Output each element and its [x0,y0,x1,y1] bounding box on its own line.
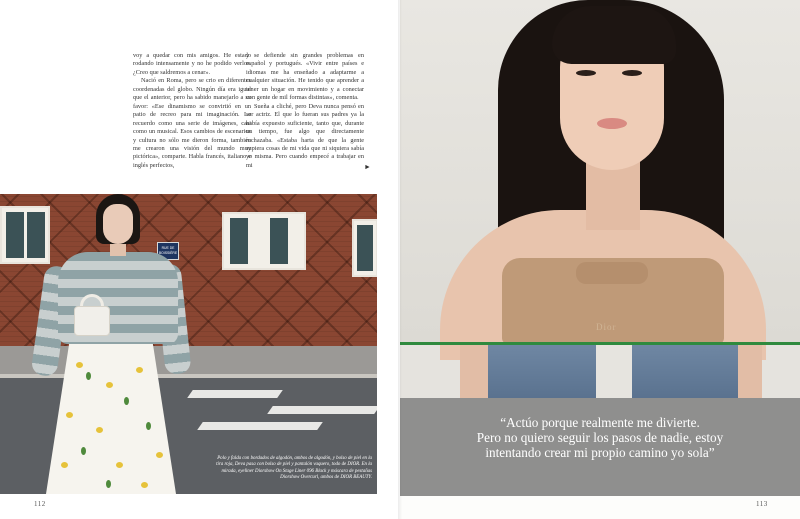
jeans-gap [596,345,632,398]
bow-detail [576,262,648,284]
crosswalk-stripe [267,406,377,414]
spine-gutter [398,0,402,519]
continue-arrow-icon: ► [364,163,371,171]
model-lips [597,118,627,129]
window [352,219,377,277]
floral-skirt [46,342,176,494]
article-column-2 [246,52,364,170]
handbag [74,306,110,336]
pull-quote-line: “Actúo porque realmente me divierte. [500,415,700,430]
window [222,212,306,270]
accent-line [400,342,800,345]
article-paragraph: Nació en Roma, pero se crio en diferentes coordenadas del globo. Ningún día era igual que el anterior, pero ha sabido manejarlo a su favor: «Ese dinamismo se convirtió en un patio de recreo para mi imaginación. Lo recuerdo como una serie de imágenes, casi como un musical. Esos cambios de escenarios y cultura no sólo me dieron forma, también me crearon una visión del mundo muy pictórica», comparte. Habla francés, italiano e inglés perfectos, [133,77,251,169]
model-face [103,204,133,244]
photo-caption: Polo y falda con bordados de algodón, ambos de algodón, y bolso de piel en la tira roja, Deva pasa con bolso de piel y pantalón vaquero, todo de DIOR. En la mirada, eyeliner Diorshow On Stage Liner 096 Black y máscara de pestañas Diorshow Overcurl, ambos de DIOR BEAUTY. [216,456,372,481]
article-paragraph: Sueña a cliché, pero Deva nunca pensó en ser actriz. El que lo fueran sus padres ya la había expuesto suficiente, tanto que, durante un tiempo, fue algo que directamente rechazaba. «Estaba harta de que la gente supiera cosas de mi vida que ni siquiera sabía yo misma. Pero cuando empecé a trabajar en mi [246,102,364,169]
page-number-left: 112 [34,500,46,508]
model-bangs [552,6,676,64]
crosswalk-stripe [187,390,283,398]
model-eye [576,70,596,76]
article-paragraph: voy a quedar con mis amigos. He estado rodando intensamente y no he podido verlos. ¿Creo que saldremos a cenar». [133,52,251,76]
model-arm [738,345,762,398]
model-eye [622,70,642,76]
article-paragraph: y se defiende sin grandes problemas en español y portugués. «Vivir entre países e idiomas me ha enseñado a adaptarme a cualquier situación. He tenido que aprender a tener un hogar en movimiento y a conectar con gente de mil formas distintas», comenta. [246,52,364,102]
model-arm [460,345,488,398]
model-figure [38,194,188,494]
page-number-right: 113 [756,500,768,508]
fashion-photo-street [0,194,377,494]
street-sign: RUE DE BOISSIÈRE [157,242,179,260]
article-column-1 [133,52,251,170]
pull-quote-line: intentando crear mi propio camino yo sola” [485,445,715,461]
brand-logo: Dior [596,322,617,332]
pull-quote-line: Pero no quiero seguir los pasos de nadie, estoy [476,430,724,446]
pull-quote [420,415,780,461]
crosswalk-stripe [197,422,323,430]
